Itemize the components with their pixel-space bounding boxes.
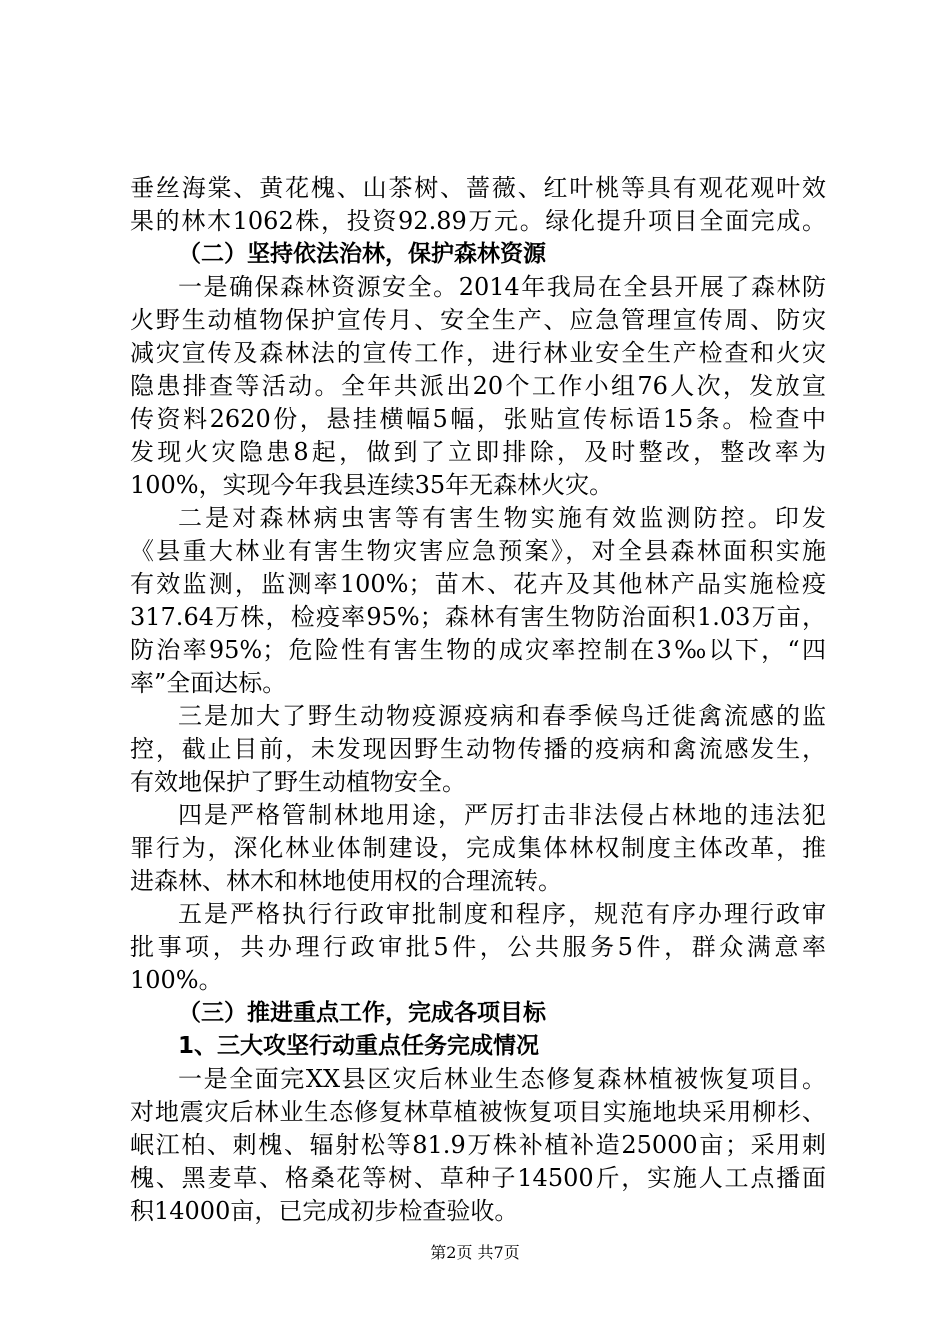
document-body bbox=[130, 172, 826, 1228]
body-line: 垂丝海棠、黄花槐、山茶树、蔷薇、红叶桃等具有观花观叶效 bbox=[130, 174, 826, 202]
body-line: 100%。 bbox=[130, 966, 223, 994]
body-line: 传资料2620份，悬挂横幅5幅，张贴宣传标语15条。检查中 bbox=[130, 405, 826, 433]
paragraph-first-line: 五是严格执行行政审批制度和程序，规范有序办理行政审 bbox=[178, 900, 826, 928]
subsection-heading: 1、三大攻坚行动重点任务完成情况 bbox=[178, 1033, 540, 1059]
paragraph-first-line: 一是全面完XX县区灾后林业生态修复森林植被恢复项目。 bbox=[178, 1065, 826, 1093]
body-line: 批事项，共办理行政审批5件，公共服务5件，群众满意率 bbox=[130, 933, 826, 961]
body-line: 积14000亩，已完成初步检查验收。 bbox=[130, 1197, 519, 1225]
body-line: 100%，实现今年我县连续35年无森林火灾。 bbox=[130, 471, 614, 499]
page-footer: 第2页 共7页 bbox=[430, 1243, 520, 1262]
body-line: 槐、黑麦草、格桑花等树、草种子14500斤，实施人工点播面 bbox=[130, 1164, 826, 1192]
body-line: 罪行为，深化林业体制建设，完成集体林权制度主体改革，推 bbox=[130, 834, 826, 862]
body-line: 火野生动植物保护宣传月、安全生产、应急管理宣传周、防灾 bbox=[130, 306, 826, 334]
body-line: 发现火灾隐患8起，做到了立即排除，及时整改，整改率为 bbox=[130, 438, 826, 466]
body-line: 317.64万株，检疫率95%；森林有害生物防治面积1.03万亩， bbox=[130, 603, 826, 631]
body-line: 有效监测，监测率100%；苗木、花卉及其他林产品实施检疫 bbox=[130, 570, 826, 598]
body-line: 进森林、林木和林地使用权的合理流转。 bbox=[130, 867, 562, 895]
paragraph-first-line: 三是加大了野生动物疫源疫病和春季候鸟迁徙禽流感的监 bbox=[178, 702, 826, 730]
body-line: 果的林木1062株，投资92.89万元。绿化提升项目全面完成。 bbox=[130, 207, 826, 235]
body-line: 《县重大林业有害生物灾害应急预案》，对全县森林面积实施 bbox=[130, 537, 826, 565]
body-line: 减灾宣传及森林法的宣传工作，进行林业安全生产检查和火灾 bbox=[130, 339, 826, 367]
body-line: 有效地保护了野生动植物安全。 bbox=[130, 768, 466, 796]
body-line: 岷江柏、刺槐、辐射松等81.9万株补植补造25000亩；采用刺 bbox=[130, 1131, 826, 1159]
body-line: 对地震灾后林业生态修复林草植被恢复项目实施地块采用柳杉、 bbox=[130, 1098, 826, 1126]
paragraph-first-line: 四是严格管制林地用途，严厉打击非法侵占林地的违法犯 bbox=[178, 801, 826, 829]
body-line: 率”全面达标。 bbox=[130, 669, 287, 697]
body-line: 隐患排查等活动。全年共派出20个工作小组76人次，发放宣 bbox=[130, 372, 826, 400]
paragraph-first-line: 一是确保森林资源安全。2014年我局在全县开展了森林防 bbox=[178, 273, 826, 301]
body-line: 控，截止目前，未发现因野生动物传播的疫病和禽流感发生， bbox=[130, 735, 826, 763]
body-line: 防治率95%；危险性有害生物的成灾率控制在3‰以下，“四 bbox=[130, 636, 826, 664]
section-heading: （三）推进重点工作，完成各项目标 bbox=[178, 1000, 546, 1026]
section-heading: （二）坚持依法治林，保护森林资源 bbox=[178, 241, 546, 267]
paragraph-first-line: 二是对森林病虫害等有害生物实施有效监测防控。印发 bbox=[178, 504, 826, 532]
